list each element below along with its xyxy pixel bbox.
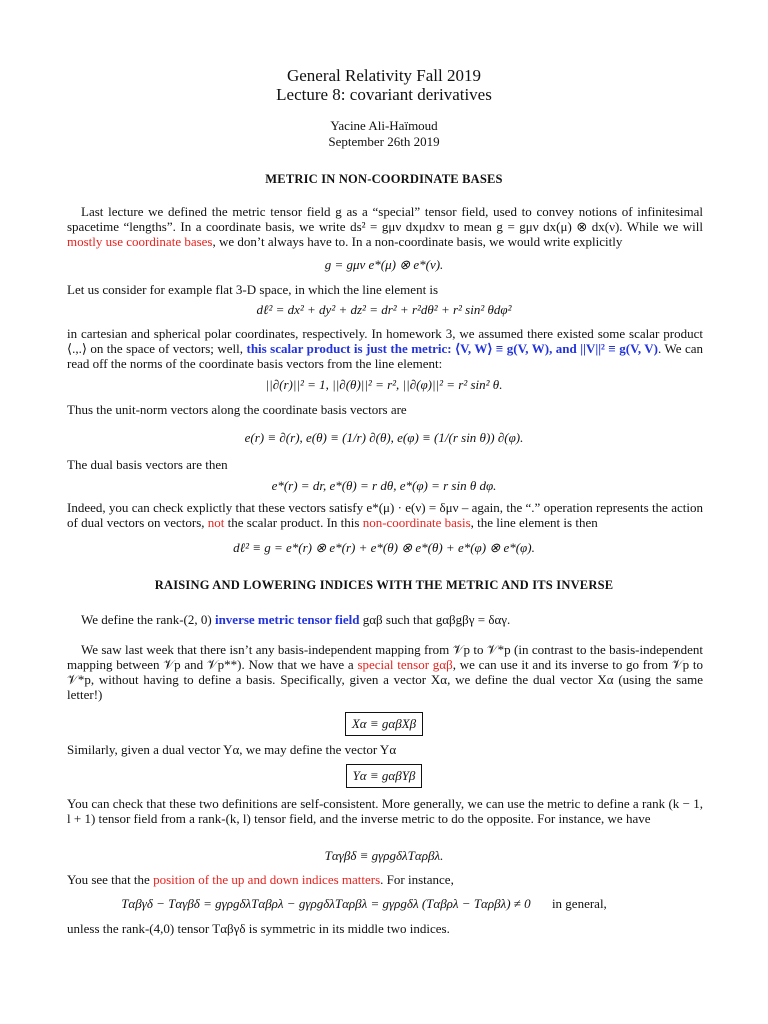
paragraph-self-consistent: You can check that these two definitions are self-consistent. More generally, we can use the metric to define a rank (k − 1, l + 1) tensor field from a rank-(k, l) tensor field, and the inverse metric to do the opposite. For instance, we have	[67, 796, 703, 826]
boxed-equation: Yα ≡ gαβYβ	[346, 764, 423, 788]
equation-non-coordinate-line-element: dℓ² ≡ g = e*(r) ⊗ e*(r) + e*(θ) ⊗ e*(θ) + e*(φ) ⊗ e*(φ).	[233, 540, 535, 555]
paragraph-unit-norm: Thus the unit-norm vectors along the coordinate basis vectors are	[67, 402, 407, 417]
text: gαβ such that gαβgβγ = δαγ.	[359, 612, 511, 627]
course-title: General Relativity Fall 2019	[286, 66, 482, 85]
section-heading-metric: METRIC IN NON-COORDINATE BASES	[265, 172, 503, 186]
text: . For instance,	[380, 872, 454, 887]
equation-index-order	[0, 896, 748, 912]
paragraph-flat-space: Let us consider for example flat 3-D space, in which the line element is	[67, 282, 439, 297]
lecture-title: Lecture 8: covariant derivatives	[276, 85, 492, 104]
highlight-red: not	[207, 515, 225, 530]
equation-dual-vectors: e*(r) = dr, e*(θ) = r dθ, e*(φ) = r sin θ dφ.	[271, 478, 497, 493]
text: You see that the	[67, 872, 154, 887]
equation-body: Tαβγδ − Tαγβδ = gγρgδλTαβρλ − gγρgδλTαρβλ = gγρgδλ (Tαβρλ − Tαρβλ) ≠ 0	[121, 896, 531, 911]
author: Yacine Ali-Haïmoud	[330, 118, 438, 133]
highlight-blue: this scalar product is just the metric: ⟨V, W⟩ ≡ g(V, W), and ||V||² ≡ g(V, V)	[246, 341, 659, 356]
paragraph-raise-index: Similarly, given a dual vector Yα, we may define the vector Yα	[67, 742, 397, 757]
text: the scalar product. In this	[224, 515, 363, 530]
text: , we don’t always have to. In a non-coordinate basis, we would write explicitly	[212, 234, 623, 249]
equation-lower-index	[0, 712, 768, 736]
highlight-red: mostly use coordinate bases	[67, 234, 213, 249]
section-heading-raising-lowering: RAISING AND LOWERING INDICES WITH THE METRIC AND ITS INVERSE	[154, 578, 614, 592]
text: in cartesian and spherical polar coordinates, respectively. In homework 3, we assumed there existed some scalar product ⟨.,.⟩ on the space of vectors; well,	[67, 326, 703, 356]
text: , the line element is then	[470, 515, 598, 530]
equation-line-element: dℓ² = dx² + dy² + dz² = dr² + r²dθ² + r² sin² θdφ²	[256, 302, 512, 317]
paragraph-inverse-metric	[67, 612, 703, 627]
equation-tensor-lowering: Tαγβδ ≡ gγρgδλTαρβλ.	[324, 848, 444, 863]
paragraph-scalar-product	[67, 326, 703, 371]
date: September 26th 2019	[328, 134, 440, 149]
highlight-red: special tensor gαβ	[357, 657, 453, 672]
equation-metric: g = gμν e*(μ) ⊗ e*(ν).	[324, 257, 444, 272]
text: Indeed, you can check explictly that these vectors satisfy e*(μ) · e(ν) = δμν – again, the “.” operation represents the action of dual vectors on vectors,	[67, 500, 703, 530]
text: We define the rank-(2, 0)	[81, 612, 215, 627]
text: . We can read off the norms of the coordinate basis vectors from the line element:	[67, 341, 703, 371]
text: We saw last week that there isn’t any basis-independent mapping from 𝒱p to 𝒱*p (in contrast to the basis-independent mapping between 𝒱p and 𝒱p**). Now that we have a	[67, 642, 703, 672]
paragraph-symmetric: unless the rank-(4,0) tensor Tαβγδ is symmetric in its middle two indices.	[67, 921, 450, 936]
paragraph-check-duals	[67, 500, 703, 530]
text: , we can use it and its inverse to go from 𝒱p to 𝒱*p, without having to define a basis. Specifically, given a vector Xα, we define the dual vector Xα (using the same letter!)	[67, 657, 703, 702]
paragraph-dual-basis: The dual basis vectors are then	[67, 457, 228, 472]
paragraph-index-position	[67, 872, 703, 887]
equation-unit-vectors: e(r) ≡ ∂(r), e(θ) ≡ (1/r) ∂(θ), e(φ) ≡ (1/(r sin θ)) ∂(φ).	[244, 430, 524, 445]
text: Last lecture we defined the metric tensor field g as a “special” tensor field, used to convey notions of infinitesimal spacetime “lengths”. In a coordinate basis, we write ds² = gμν dxμdxν to mean g = gμν dx(μ) ⊗ dx(ν). While we will	[67, 204, 703, 234]
highlight-blue: inverse metric tensor field	[214, 612, 360, 627]
equation-norms: ||∂(r)||² = 1, ||∂(θ)||² = r², ||∂(φ)||² = r² sin² θ.	[265, 377, 503, 392]
equation-raise-index	[0, 764, 768, 788]
boxed-equation: Xα ≡ gαβXβ	[345, 712, 423, 736]
highlight-red: non-coordinate basis	[362, 515, 471, 530]
equation-note: in general,	[551, 896, 607, 911]
paragraph-special-tensor	[67, 642, 703, 702]
paragraph-metric-intro	[67, 204, 703, 249]
highlight-red: position of the up and down indices matters	[153, 872, 381, 887]
